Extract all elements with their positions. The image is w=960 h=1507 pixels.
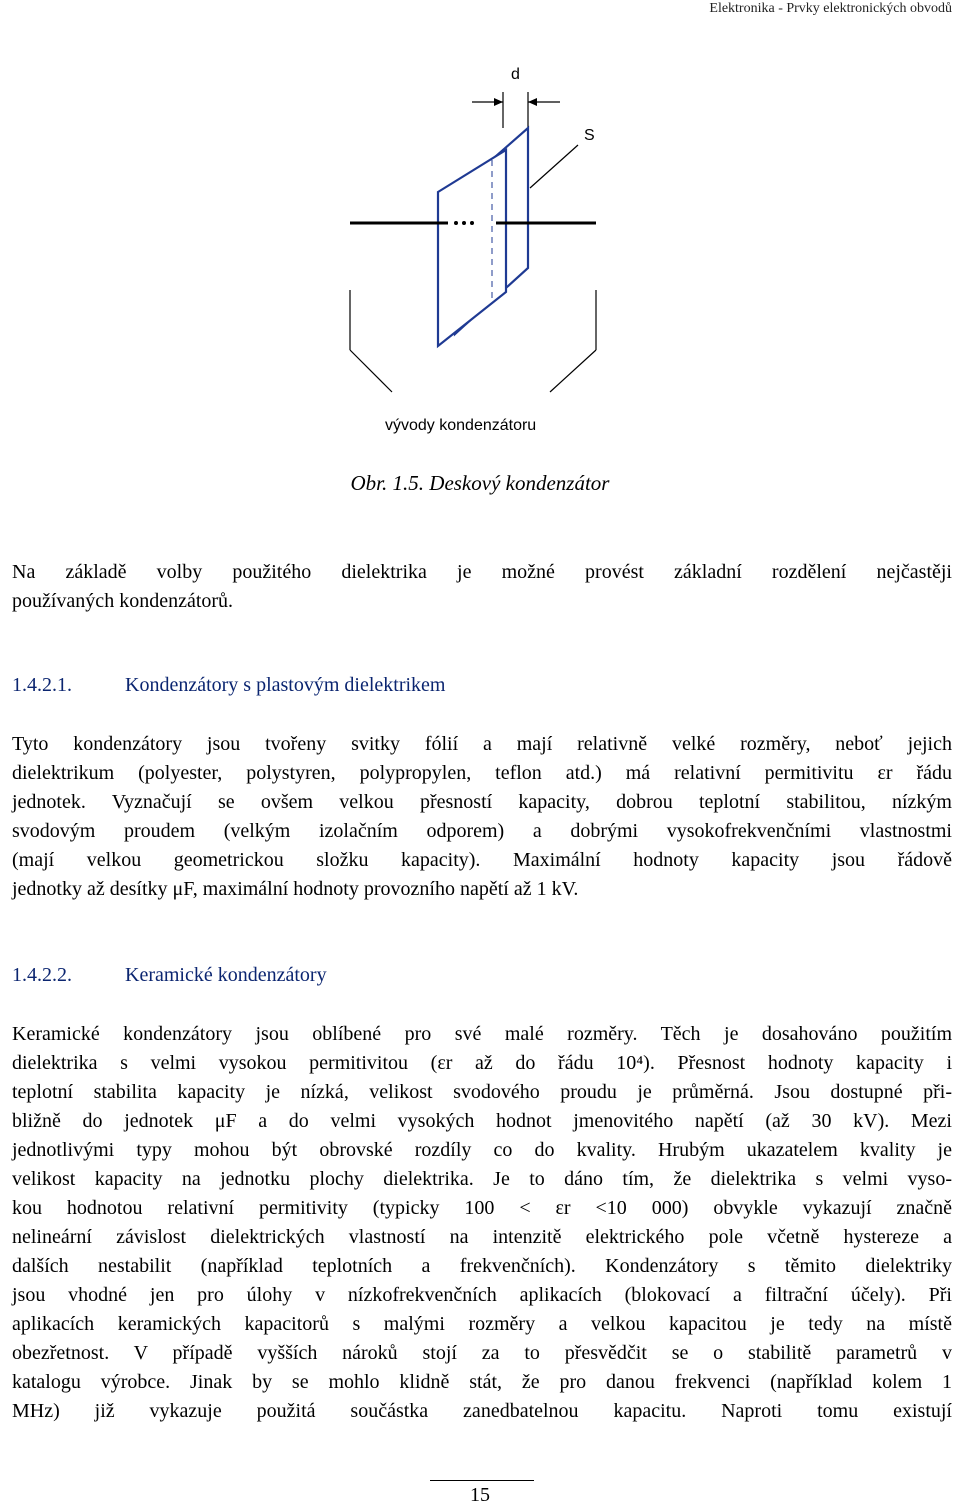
paragraph-line: teplotní stabilita kapacity je nízká, velikost svodového proudu je průměrná. Jsou dostupné při-: [12, 1081, 952, 1103]
section-title: Keramické kondenzátory: [125, 964, 327, 986]
lead-pointer-right-d: [550, 350, 596, 392]
paragraph-line: jsou vhodné jen pro úlohy v nízkofrekvenčních aplikacích (blokovací a filtrační účely). Při: [12, 1284, 952, 1306]
footer-rule: [430, 1480, 534, 1481]
plastic-paragraph: [12, 730, 952, 904]
figure-caption: Obr. 1.5. Deskový kondenzátor: [350, 471, 610, 495]
paragraph-line: aplikacích keramických kapacitorů s malými rozměry a velkou kapacitou je tedy na místě: [12, 1313, 952, 1335]
section-heading-plastic: [12, 674, 445, 697]
paragraph-line: jednotek. Vyznačují se ovšem velkou přesností kapacity, dobrou teplotní stabilitou, nízkým: [12, 791, 952, 813]
paragraph-line: (mají velkou geometrickou složku kapacity). Maximální hodnoty kapacity jsou řádově: [12, 849, 952, 871]
section-number: 1.4.2.2.: [12, 964, 72, 986]
paragraph-line: nelineární závislost dielektrických vlastností na intenzitě elektrického pole včetně hystereze a: [12, 1226, 952, 1248]
page-number: 15: [470, 1484, 490, 1506]
paragraph-line: Keramické kondenzátory jsou oblíbené pro své malé rozměry. Těch je dosahováno použitím: [12, 1023, 952, 1045]
capacitor-diagram: [0, 0, 960, 520]
paragraph-line: katalogu výrobce. Jinak by se mohlo klidně stát, že pro danou frekvenci (například kolem 1: [12, 1371, 952, 1393]
intro-paragraph: [12, 558, 952, 616]
paragraph-line: kou hodnotou relativní permitivity (typicky 100 < εr <10 000) obvykle vykazují značně: [12, 1197, 952, 1219]
paragraph-line: dalších nestabilit (například teplotních a frekvenčních). Kondenzátory s těmito dielektriky: [12, 1255, 952, 1277]
s-pointer: [530, 145, 578, 188]
lead-pointer-left-d: [350, 350, 392, 392]
dim-arrow-right: [528, 98, 537, 106]
dot-1: [454, 221, 458, 225]
paragraph-line: jednotky až desítky μF, maximální hodnoty provozního napětí až 1 kV.: [12, 878, 579, 900]
paragraph-line: bližně do jednotek μF a do velmi vysokých hodnot jmenovitého napětí (až 30 kV). Mezi: [12, 1110, 952, 1132]
paragraph-line: obezřetnost. V případě vyšších nároků stojí za to přesvědčit se o stabilitě parametrů v: [12, 1342, 952, 1364]
dot-3: [470, 221, 474, 225]
paragraph-line: velikost kapacity na jednotku plochy dielektrika. Je to dáno tím, že dielektrika s velmi vyso-: [12, 1168, 952, 1190]
intro-line: Na základě volby použitého dielektrika je možné provést základní rozdělení nejčastěji: [12, 561, 952, 583]
paragraph-line: svodovým proudem (velkým izolačním odporem) a dobrými vysokofrekvenčními vlastnostmi: [12, 820, 952, 842]
section-title: Kondenzátory s plastovým dielektrikem: [125, 674, 446, 696]
section-number: 1.4.2.1.: [12, 674, 72, 696]
front-plate: [438, 150, 506, 346]
paragraph-line: dielektrikum (polyester, polystyren, polypropylen, teflon atd.) má relativní permitivitu εr řádu: [12, 762, 952, 784]
label-d: d: [511, 66, 520, 83]
label-leads: vývody kondenzátoru: [385, 417, 537, 434]
section-heading-ceramic: [12, 964, 327, 987]
paragraph-line: jednotlivými typy mohou být obrovské rozdíly co do kvality. Hrubým ukazatelem kvality je: [12, 1139, 952, 1161]
paragraph-line: dielektrika s velmi vysokou permitivitou (εr až do řádu 10⁴). Přesnost hodnoty kapacity i: [12, 1052, 952, 1074]
label-s: S: [584, 127, 595, 144]
dim-arrow-left: [494, 98, 503, 106]
paragraph-line: Tyto kondenzátory jsou tvořeny svitky fólií a mají relativně velké rozměry, neboť jejich: [12, 733, 952, 755]
ceramic-paragraph: [12, 1020, 952, 1426]
paragraph-line: MHz) již vykazuje použitá součástka zanedbatelnou kapacitu. Naproti tomu existují: [12, 1400, 952, 1422]
dot-2: [462, 221, 466, 225]
intro-line: používaných kondenzátorů.: [12, 590, 234, 612]
running-header: Elektronika - Prvky elektronických obvodů: [709, 1, 952, 16]
capacitor-figure: [0, 0, 960, 520]
